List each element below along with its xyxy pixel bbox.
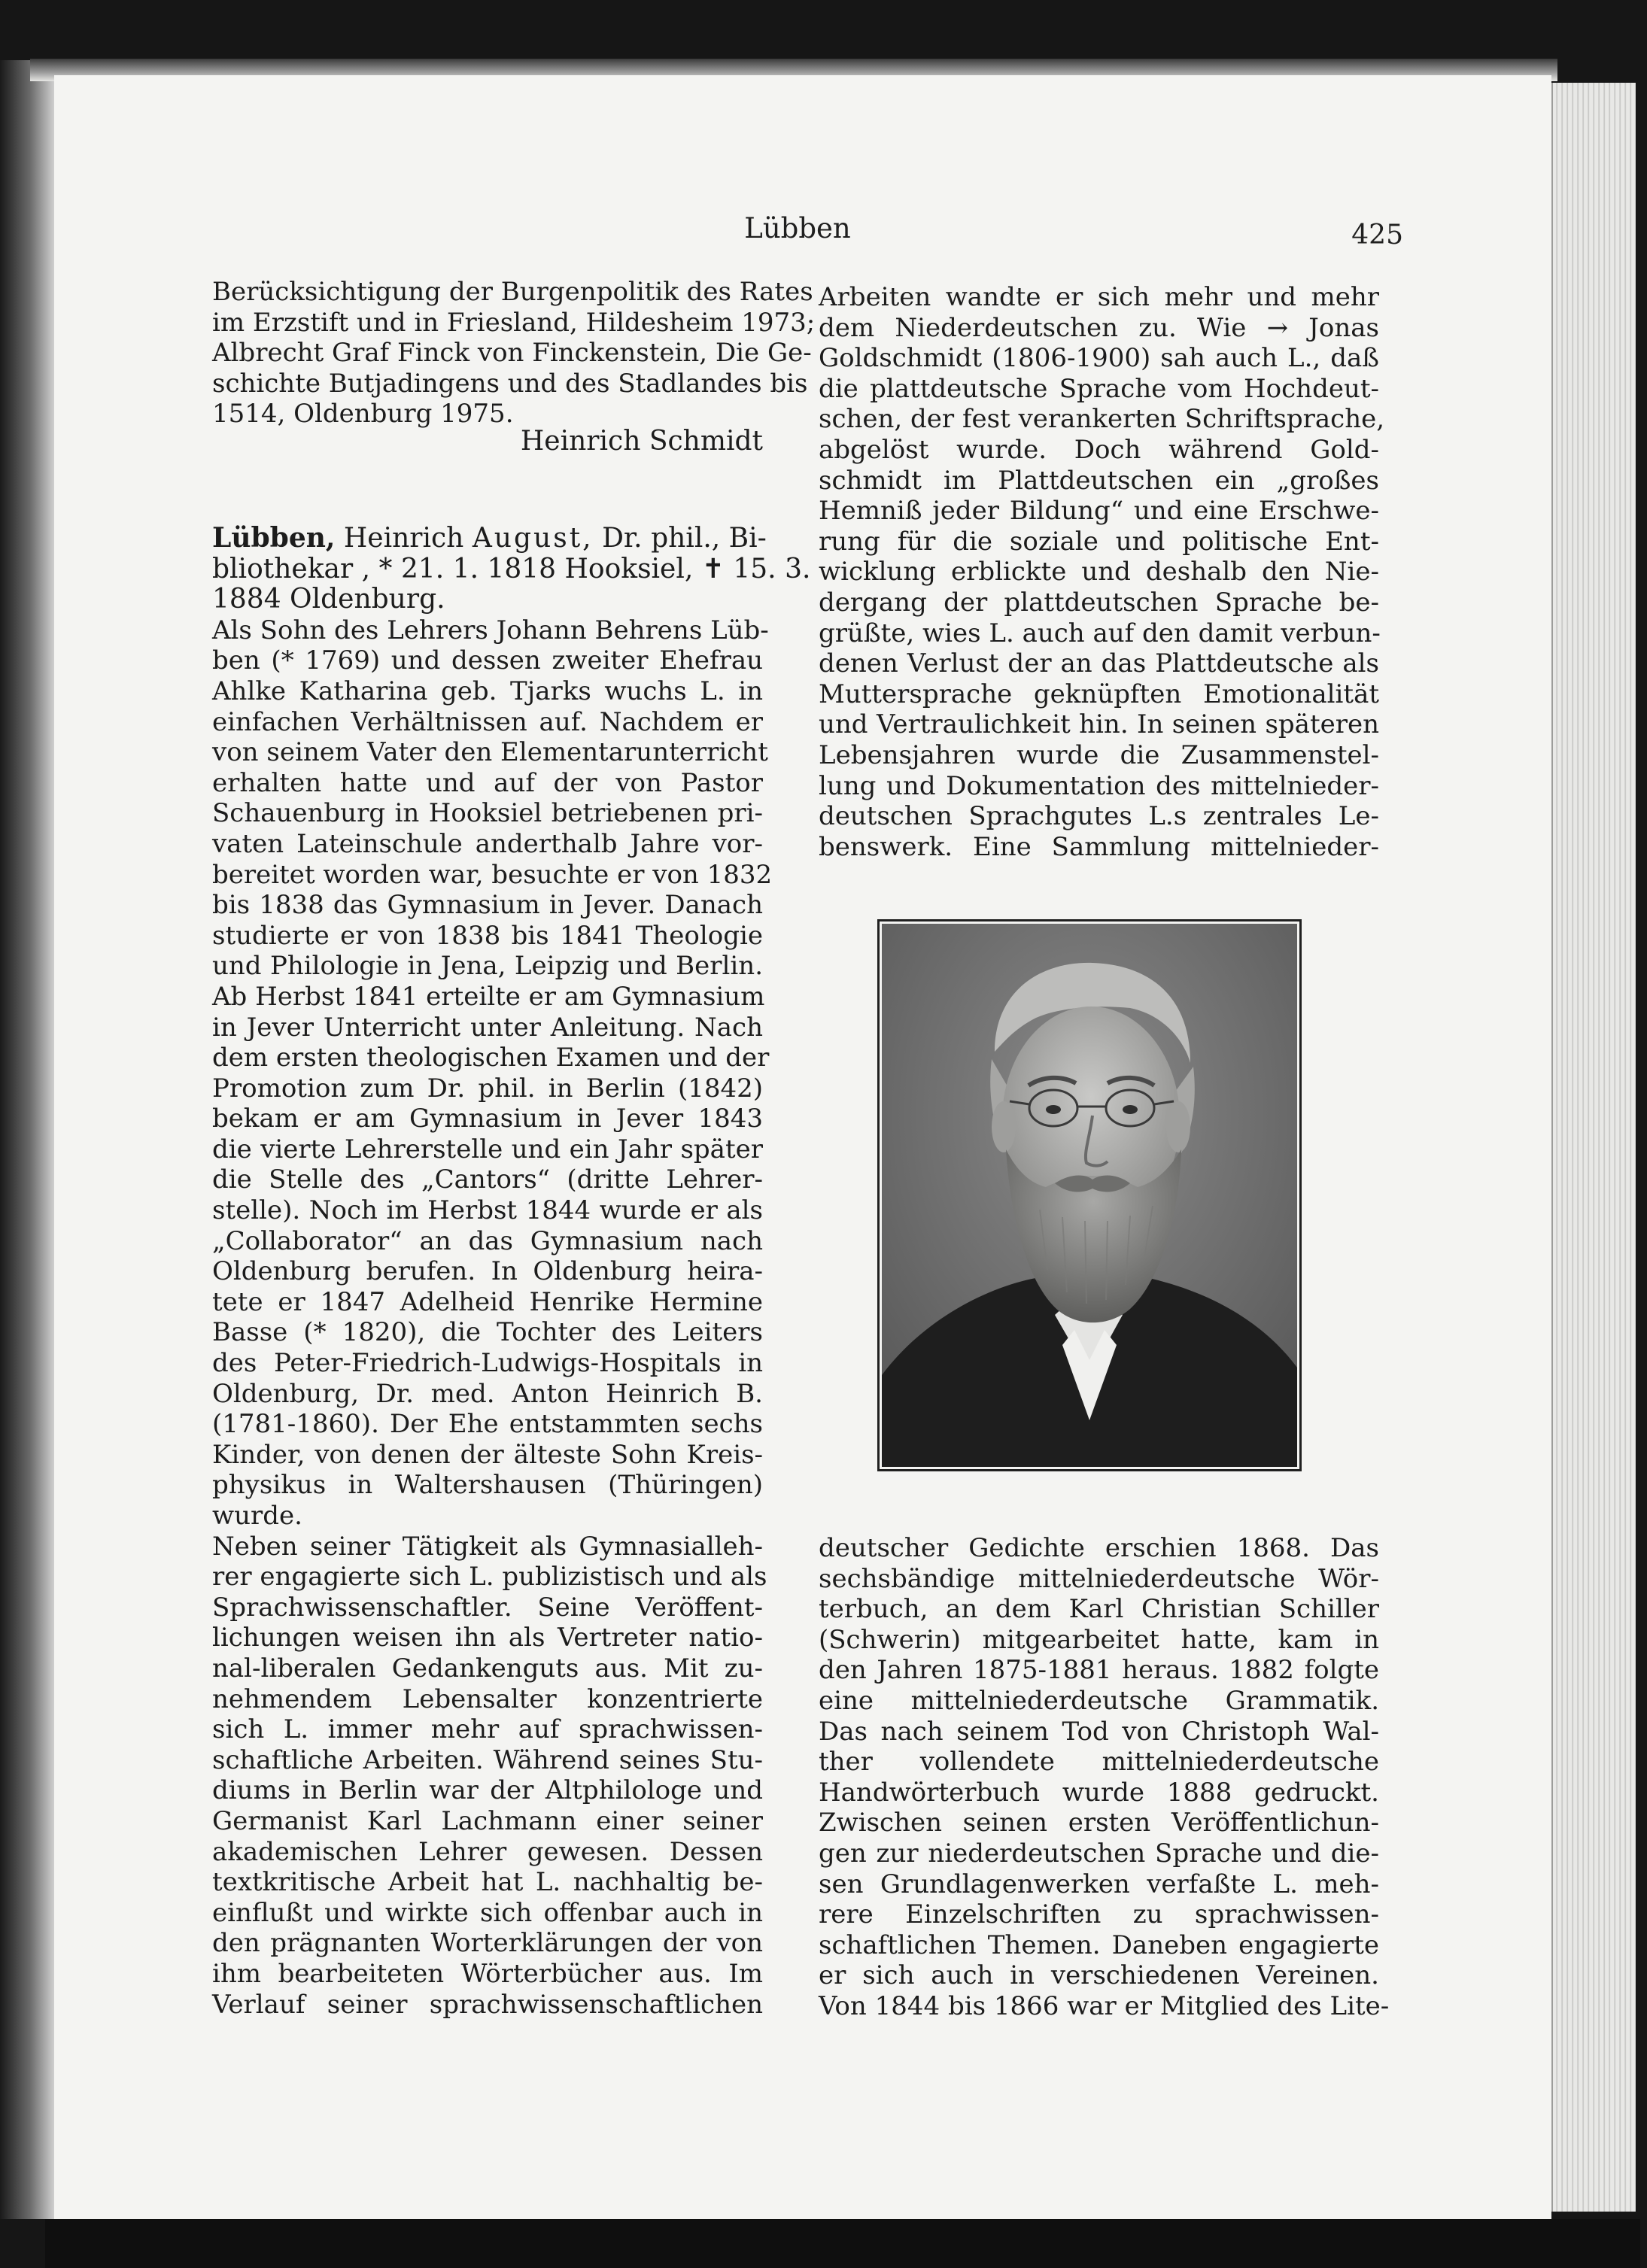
text-line: ben (* 1769) und dessen zweiter Ehefrau <box>212 645 763 676</box>
previous-entry-tail <box>212 277 816 457</box>
text-line: sen Grundlagenwerken verfaßte L. meh- <box>819 1869 1379 1899</box>
entry-name-spaced: August, <box>472 523 594 554</box>
text-line: er sich auch in verschiedenen Vereinen. <box>819 1960 1379 1991</box>
book-gutter-shadow <box>0 60 54 2219</box>
text-line: den prägnanten Worterklärungen der von <box>212 1928 763 1959</box>
text-line: lichungen weisen ihn als Vertreter natio- <box>212 1623 763 1653</box>
text-line: dergang der plattdeutschen Sprache be- <box>819 587 1379 618</box>
text-line: im Erzstift und in Friesland, Hildesheim 1973; <box>212 307 816 338</box>
right-column-lower <box>819 1533 1390 2022</box>
text-line: (Schwerin) mitgearbeitet hatte, kam in <box>819 1624 1379 1655</box>
entry-heading-line: 1884 Oldenburg. <box>212 584 445 615</box>
text-line: Verlauf seiner sprachwissenschaftlichen <box>212 1989 763 2020</box>
text-line: nehmendem Lebensalter konzentrierte <box>212 1684 763 1714</box>
text-line: sich L. immer mehr auf sprachwissen- <box>212 1714 763 1745</box>
text-line: Zwischen seinen ersten Veröffentlichun- <box>819 1808 1379 1838</box>
text-line: einflußt und wirkte sich offenbar auch in <box>212 1897 763 1928</box>
text-line: eine mittelniederdeutsche Grammatik. <box>819 1685 1379 1716</box>
scanner-bottom-edge <box>45 2219 1640 2268</box>
paragraph-scholarship <box>212 1531 767 2021</box>
text-line: textkritische Arbeit hat L. nachhaltig be- <box>212 1867 763 1898</box>
text-line: Sprachwissenschaftler. Seine Veröffent- <box>212 1592 763 1623</box>
text-line: Muttersprache geknüpften Emotionalität <box>819 679 1379 709</box>
text-line: sechsbändige mittelniederdeutsche Wör- <box>819 1563 1379 1594</box>
text-line: Albrecht Graf Finck von Finckenstein, Die Ge- <box>212 338 812 369</box>
text-line: Das nach seinem Tod von Christoph Wal- <box>819 1716 1379 1747</box>
text-line: bekam er am Gymnasium in Jever 1843 <box>212 1104 763 1134</box>
text-line: wurde. <box>212 1501 302 1531</box>
entry-name-rest: Heinrich <box>335 523 473 554</box>
text-line: die vierte Lehrerstelle und ein Jahr später <box>212 1134 763 1164</box>
text-line: schaftlichen Themen. Daneben engagierte <box>819 1929 1379 1960</box>
text-line: gen zur niederdeutschen Sprache und die- <box>819 1838 1379 1869</box>
text-line: (1781-1860). Der Ehe entstammten sechs <box>212 1409 763 1440</box>
text-line: Ahlke Katharina geb. Tjarks wuchs L. in <box>212 676 763 706</box>
text-line: physikus in Waltershausen (Thüringen) <box>212 1470 763 1501</box>
text-line: bis 1838 das Gymnasium in Jever. Danach <box>212 890 763 921</box>
text-line: grüßte, wies L. auch auf den damit verbun- <box>819 618 1381 648</box>
text-line: Berücksichtigung der Burgenpolitik des Rates <box>212 277 813 307</box>
text-line: Promotion zum Dr. phil. in Berlin (1842) <box>212 1073 763 1104</box>
text-line: den Jahren 1875-1881 heraus. 1882 folgte <box>819 1655 1379 1686</box>
text-line: deutschen Sprachgutes L.s zentrales Le- <box>819 801 1379 832</box>
text-line: Basse (* 1820), die Tochter des Leiters <box>212 1317 763 1348</box>
text-line: benswerk. Eine Sammlung mittelnieder- <box>819 831 1379 862</box>
text-line: bereitet worden war, besuchte er von 1832 <box>212 859 773 890</box>
text-line: die Stelle des „Cantors“ (dritte Lehrer- <box>212 1164 763 1195</box>
text-line: akademischen Lehrer gewesen. Dessen <box>212 1836 763 1867</box>
text-line: Von 1844 bis 1866 war er Mitglied des Lite- <box>819 1990 1390 2021</box>
right-column-upper <box>819 282 1385 862</box>
text-line: Als Sohn des Lehrers Johann Behrens Lüb- <box>212 615 769 645</box>
text-line: ihm bearbeiteten Wörterbücher aus. Im <box>212 1958 763 1989</box>
text-line: erhalten hatte und auf der von Pastor <box>212 767 763 798</box>
text-line: und Vertraulichkeit hin. In seinen späteren <box>819 709 1379 740</box>
text-line: diums in Berlin war der Altphilologe und <box>212 1775 763 1806</box>
text-line: Neben seiner Tätigkeit als Gymnasialleh- <box>212 1531 763 1562</box>
portrait-illustration <box>882 924 1297 1467</box>
text-line: 1514, Oldenburg 1975. <box>212 399 514 430</box>
text-line: wicklung erblickte und deshalb den Nie- <box>819 557 1379 587</box>
text-line: des Peter-Friedrich-Ludwigs-Hospitals in <box>212 1348 763 1379</box>
text-line: Kinder, von denen der älteste Sohn Kreis- <box>212 1439 763 1470</box>
text-line: einfachen Verhältnissen auf. Nachdem er <box>212 706 763 737</box>
entry-heading-line: bliothekar , * 21. 1. 1818 Hooksiel, ✝ 15. 3. <box>212 553 811 584</box>
text-line: abgelöst wurde. Doch während Gold- <box>819 434 1379 465</box>
text-line: studierte er von 1838 bis 1841 Theologie <box>212 920 763 951</box>
text-line: Arbeiten wandte er sich mehr und mehr <box>819 282 1379 312</box>
text-line: rere Einzelschriften zu sprachwissen- <box>819 1899 1379 1930</box>
text-line: nal-liberalen Gedankenguts aus. Mit zu- <box>212 1653 763 1684</box>
entry-headword: Lübben, <box>212 522 336 554</box>
text-line: vaten Lateinschule anderthalb Jahre vor- <box>212 828 763 859</box>
text-line: Germanist Karl Lachmann einer seiner <box>212 1805 763 1836</box>
text-line: die plattdeutsche Sprache vom Hochdeut- <box>819 373 1379 404</box>
text-line: terbuch, an dem Karl Christian Schiller <box>819 1594 1379 1625</box>
text-line: Goldschmidt (1806-1900) sah auch L., daß <box>819 343 1379 374</box>
text-line: dem Niederdeutschen zu. Wie → Jonas <box>819 312 1379 343</box>
text-line: Schauenburg in Hooksiel betriebenen pri- <box>212 798 763 829</box>
text-line: Lebensjahren wurde die Zusammenstel- <box>819 739 1379 770</box>
text-line: tete er 1847 Adelheid Henrike Hermine <box>212 1286 763 1317</box>
page-number: 425 <box>1351 220 1403 250</box>
text-line: rung für die soziale und politische Ent- <box>819 526 1379 557</box>
text-line: von seinem Vater den Elementarunterricht <box>212 737 768 768</box>
text-line: Oldenburg, Dr. med. Anton Heinrich B. <box>212 1378 763 1409</box>
text-line: stelle). Noch im Herbst 1844 wurde er als <box>212 1195 763 1226</box>
text-line: ther vollendete mittelniederdeutsche <box>819 1747 1379 1778</box>
text-line: Oldenburg berufen. In Oldenburg heira- <box>212 1256 763 1287</box>
paragraph-biography <box>212 615 773 1532</box>
text-line: „Collaborator“ an das Gymnasium nach <box>212 1225 763 1256</box>
previous-entry-author: Heinrich Schmidt <box>520 425 763 457</box>
text-line: denen Verlust der an das Plattdeutsche als <box>819 648 1379 679</box>
text-line: deutscher Gedichte erschien 1868. Das <box>819 1533 1379 1563</box>
text-line: Hemniß jeder Bildung“ und eine Erschwe- <box>819 496 1379 527</box>
text-line: schaftliche Arbeiten. Während seines Stu- <box>212 1744 763 1775</box>
text-line: rer engagierte sich L. publizistisch und als <box>212 1562 767 1592</box>
text-line: schmidt im Plattdeutschen ein „großes <box>819 465 1379 496</box>
text-line: und Philologie in Jena, Leipzig und Berlin. <box>212 951 763 982</box>
text-line: schen, der fest verankerten Schriftsprache, <box>819 404 1385 435</box>
book-fore-edge <box>1551 83 1636 2212</box>
text-line: in Jever Unterricht unter Anleitung. Nach <box>212 1012 763 1043</box>
running-head: Lübben <box>744 212 851 244</box>
portrait-photo-icon <box>882 924 1297 1467</box>
text-line: Ab Herbst 1841 erteilte er am Gymnasium <box>212 981 765 1012</box>
text-line: Handwörterbuch wurde 1888 gedruckt. <box>819 1777 1379 1808</box>
entry-heading-line <box>212 522 767 554</box>
entry-head-rest: Dr. phil., Bi- <box>593 523 767 554</box>
entry-luebben <box>212 522 811 2020</box>
text-line: lung und Dokumentation des mittelnieder- <box>819 770 1379 801</box>
text-line: schichte Butjadingens und des Stadlandes bis <box>212 368 808 399</box>
text-line: dem ersten theologischen Examen und der <box>212 1043 770 1073</box>
